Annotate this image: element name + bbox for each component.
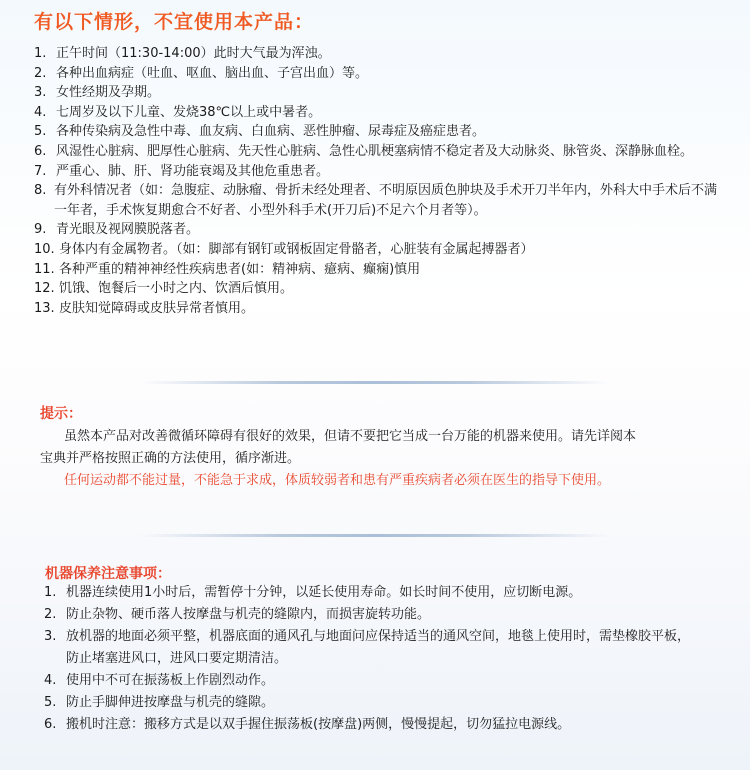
maintenance-list [44, 582, 694, 736]
item-number: 6. [34, 143, 47, 159]
item-text: 放机器的地面必须平整，机器底面的通风孔与地面问应保持适当的通风空间，地毯上使用时，需垫橡胶平板，防止堵塞进风口，进风口要定期清洁。 [66, 629, 691, 666]
tips-warning: 任何运动都不能过量，不能急于求成，体质较弱者和患有严重疾病者必须在医生的指导下使用。 [64, 473, 611, 488]
contraindications-title: 有以下情形，不宜使用本产品： [34, 11, 315, 33]
item-text: 防止手脚伸进按摩盘与机壳的缝隙。 [66, 695, 275, 710]
tips-title: 提示： [40, 406, 82, 422]
item-number: 1. [44, 585, 57, 600]
item-number: 1. [34, 46, 47, 61]
item-text: 饥饿、饱餐后一小时之内、饮酒后慎用。 [59, 281, 294, 297]
list-item [34, 83, 724, 103]
item-number: 6. [44, 717, 57, 732]
list-item [44, 626, 694, 670]
item-text: 青光眼及视网膜脱落者。 [56, 222, 200, 238]
section-divider [140, 534, 610, 537]
item-number: 13. [34, 300, 55, 316]
list-item [34, 103, 724, 123]
item-number: 11. [34, 261, 55, 277]
list-item [34, 260, 724, 280]
list-item [34, 142, 724, 162]
item-number: 9. [34, 222, 47, 238]
list-item [44, 604, 694, 626]
item-text: 七周岁及以下儿童、发烧38℃以上或中暑者。 [56, 104, 322, 120]
item-text: 搬机时注意：搬移方式是以双手握住振荡板(按摩盘)两侧，慢慢提起，切勿猛拉电源线。 [66, 717, 571, 732]
list-item [34, 64, 724, 84]
list-item [44, 714, 694, 736]
list-item [34, 181, 724, 220]
list-item [34, 240, 724, 260]
item-text: 机器连续使用1小时后，需暂停十分钟，以延长使用寿命。如长时间不使用，应切断电源。 [66, 585, 582, 600]
contraindications-list [34, 44, 724, 318]
item-number: 4. [44, 673, 57, 688]
item-number: 3. [34, 85, 47, 101]
item-text: 各种传染病及急性中毒、血友病、白血病、恶性肿瘤、尿毒症及癌症患者。 [56, 124, 486, 140]
tips-paragraph: 虽然本产品对改善微循环障碍有很好的效果，但请不要把它当成一台万能的机器来使用。请先详阅本宝典并严格按照正确的方法使用，循序渐进。 [40, 429, 637, 466]
list-item [34, 44, 724, 64]
tips-body [40, 426, 648, 492]
item-text: 身体内有金属物者。（如：脚部有钢钉或钢板固定骨骼者，心脏装有金属起搏器者） [59, 241, 534, 257]
item-text: 各种出血病症（吐血、呕血、脑出血、子宫出血）等。 [56, 65, 369, 81]
item-text: 严重心、肺、肝、肾功能衰竭及其他危重患者。 [56, 163, 330, 179]
item-number: 10. [34, 241, 55, 257]
list-item [44, 582, 694, 604]
item-text: 有外科情况者（如：急腹症、动脉瘤、骨折未经处理者、不明原因质色肿块及手术开刀半年内，外科大中手术后不满一年者，手术恢复期愈合不好者、小型外科手术(开刀后)不足六个月者等）。 [54, 183, 718, 218]
list-item [34, 162, 724, 182]
item-text: 皮肤知觉障碍或皮肤异常者慎用。 [59, 300, 255, 316]
item-text: 女性经期及孕期。 [56, 85, 161, 101]
list-item [44, 670, 694, 692]
item-number: 4. [34, 104, 47, 120]
item-text: 风湿性心脏病、肥厚性心脏病、先天性心脏病、急性心肌梗塞病情不稳定者及大动脉炎、脉管炎、深静脉血栓。 [56, 143, 694, 159]
item-text: 正午时间（11:30-14:00）此时大气最为浑浊。 [56, 46, 331, 61]
item-number: 3. [44, 629, 57, 644]
item-text: 各种严重的精神神经性疾病患者(如：精神病、癔病、癫痫)慎用 [59, 261, 421, 277]
item-number: 7. [34, 163, 47, 179]
item-text: 防止杂物、硬币落人按摩盘与机壳的缝隙内，而损害旋转功能。 [66, 607, 431, 622]
item-number: 5. [44, 695, 57, 710]
item-number: 8. [34, 183, 47, 199]
list-item [34, 279, 724, 299]
item-number: 2. [44, 607, 57, 622]
list-item [34, 122, 724, 142]
item-number: 5. [34, 124, 47, 140]
maintenance-title: 机器保养注意事项： [45, 566, 171, 582]
list-item [34, 220, 724, 240]
section-divider [140, 381, 610, 384]
list-item [44, 692, 694, 714]
item-text: 使用中不可在振荡板上作剧烈动作。 [66, 673, 275, 688]
list-item [34, 299, 724, 319]
item-number: 12. [34, 281, 55, 297]
item-number: 2. [34, 65, 47, 81]
